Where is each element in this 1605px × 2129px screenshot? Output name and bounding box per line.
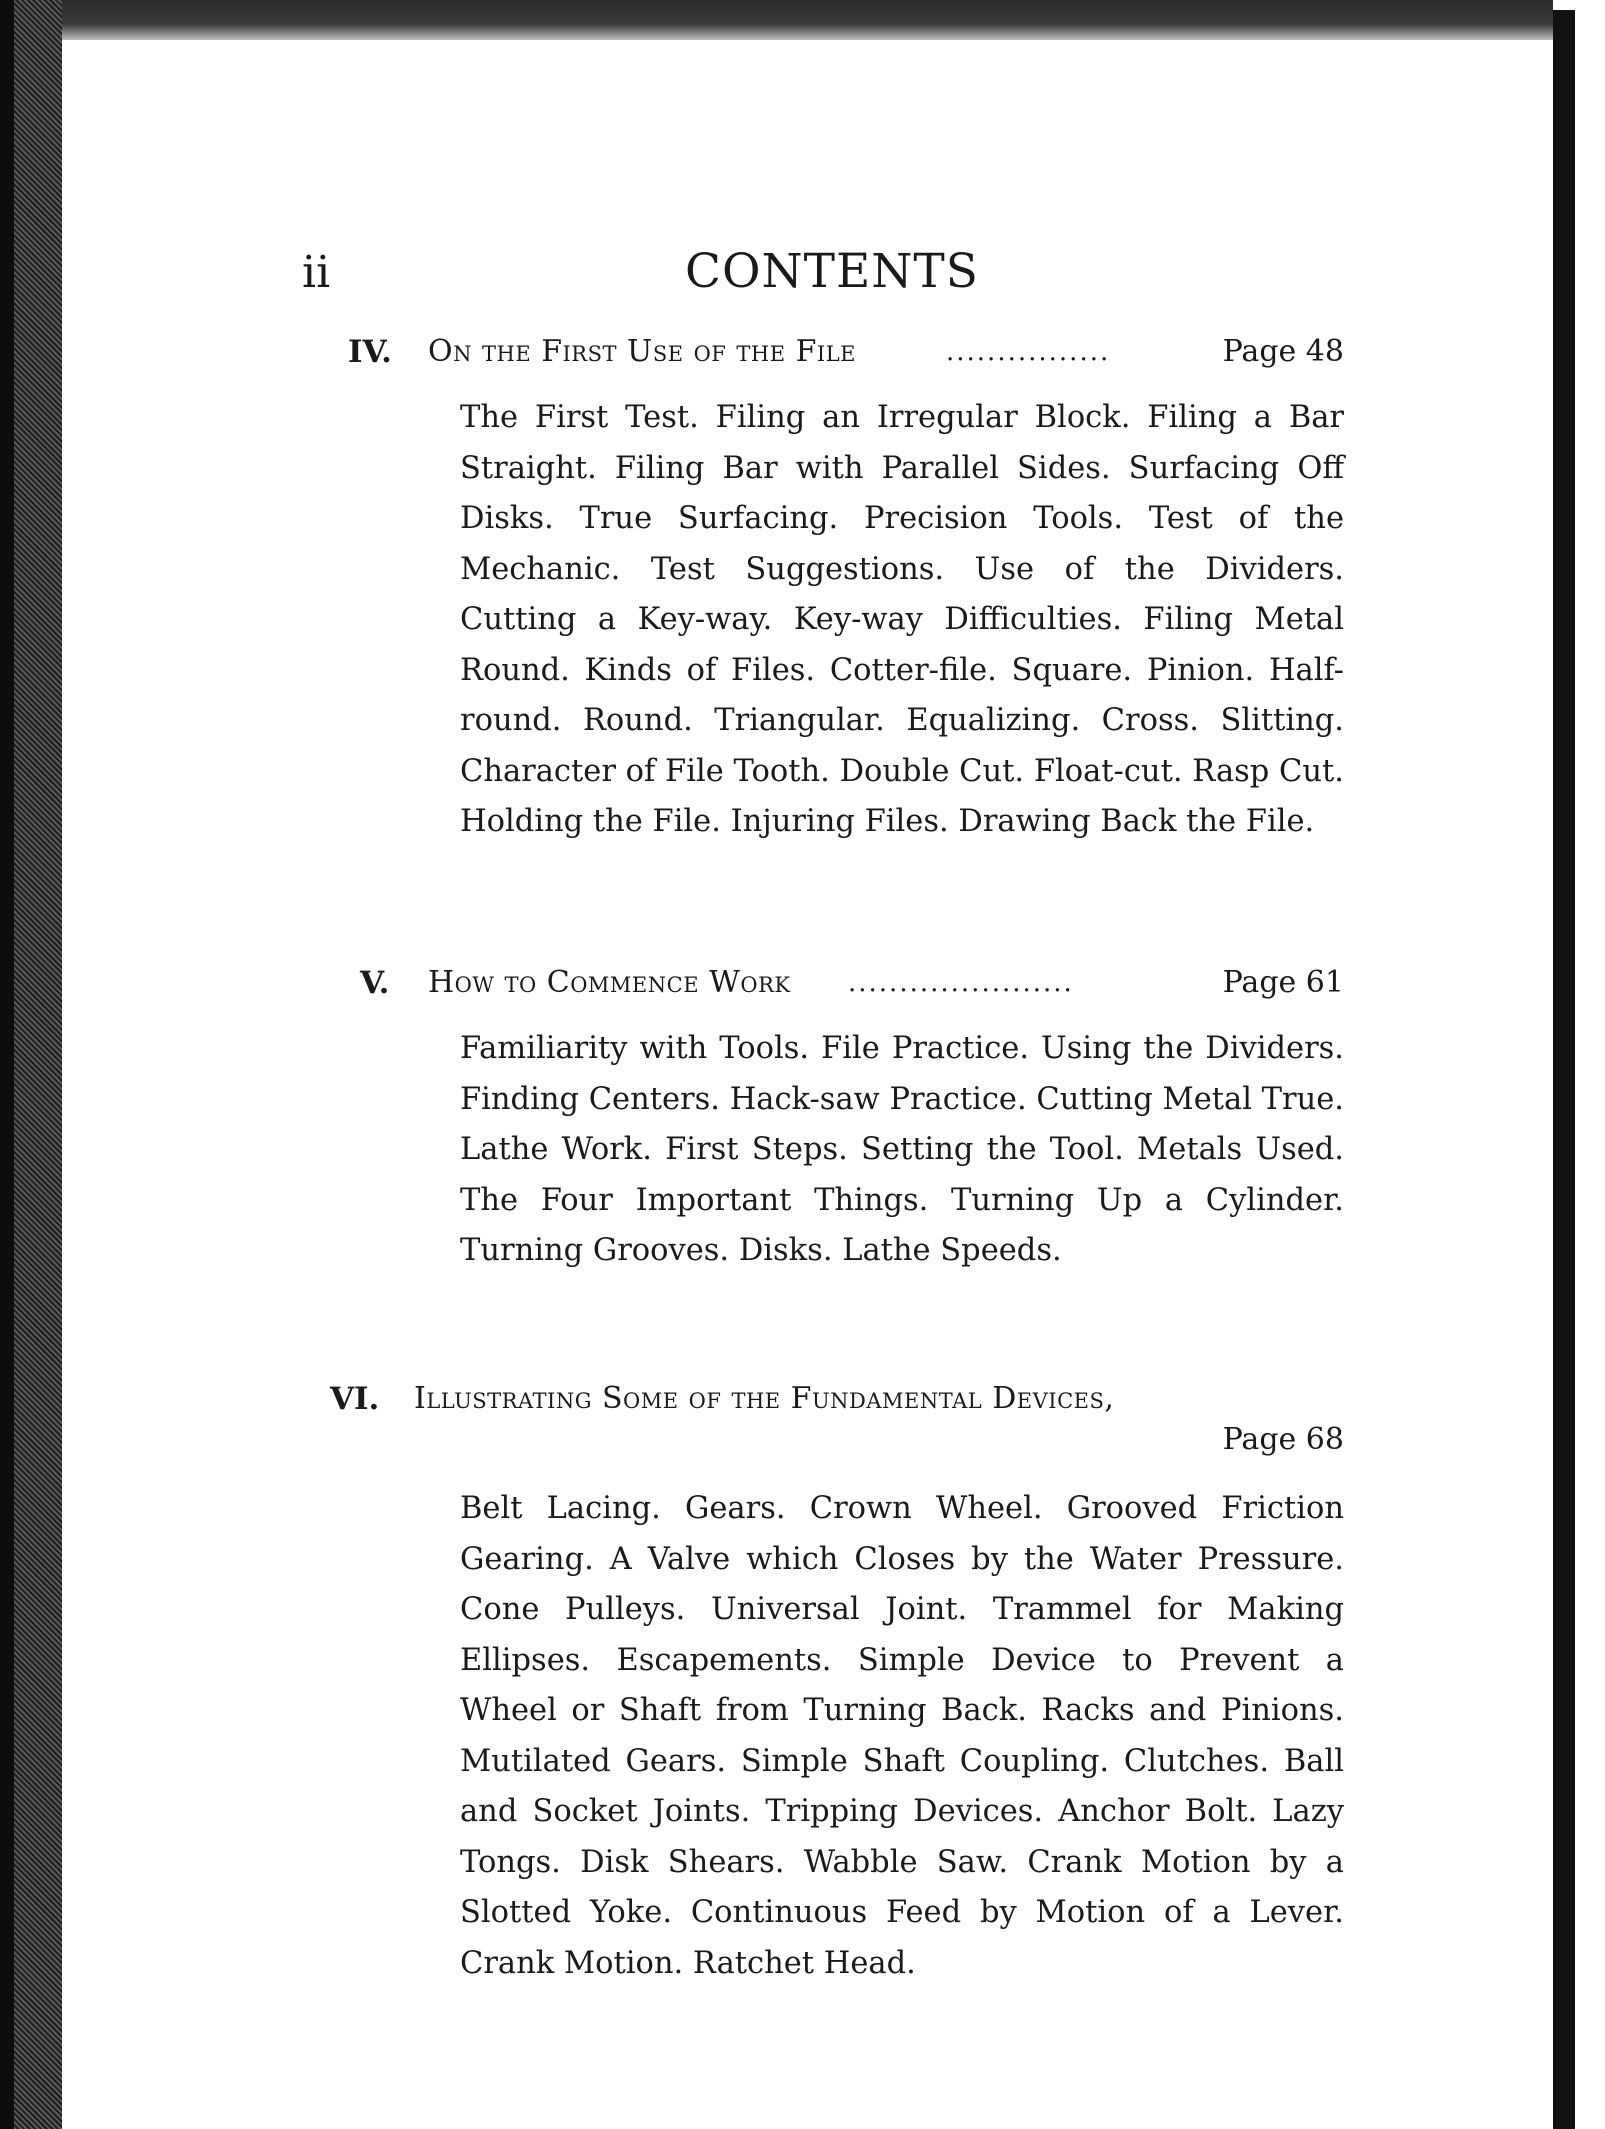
chapter-title: Illustrating Some of the Fundamental Devices,	[414, 1381, 1115, 1416]
chapter-numeral: IV.	[348, 334, 392, 370]
chapter-title: How to Commence Work	[428, 965, 791, 1000]
chapter-description: Belt Lacing. Gears. Crown Wheel. Grooved Friction Gearing. A Valve which Closes by the Water Pressure. Cone Pulleys. Universal Joint. Trammel for Making Ellipses. Escapements. Simple Device to Prevent a Wheel or Shaft from Turning Back. Racks and Pinions. Mutilated Gears. Simple Shaft Coupling. Clutches. Ball and Socket Joints. Tripping Devices. Anchor Bolt. Lazy Tongs. Disk Shears. Wabble Saw. Crank Motion by a Slotted Yoke. Continuous Feed by Motion of a Lever. Crank Motion. Ratchet Head.	[460, 1491, 1344, 1981]
chapter-description: The First Test. Filing an Irregular Block. Filing a Bar Straight. Filing Bar with Parallel Sides. Surfacing Off Disks. True Surfacing. Precision Tools. Test of the Mechanic. Test Suggestions. Use of the Dividers. Cutting a Key-way. Key-way Difficulties. Filing Metal Round. Kinds of Files. Cotter-file. Square. Pinion. Half-round. Round. Triangular. Equalizing. Cross. Slitting. Character of File Tooth. Double Cut. Float-cut. Rasp Cut. Holding the File. Injuring Files. Drawing Back the File.	[460, 400, 1344, 839]
chapter-page-ref: Page 61	[1222, 965, 1344, 1000]
page-number: ii	[302, 247, 331, 298]
dot-leader: ................	[946, 337, 1111, 367]
scan-border-top	[0, 0, 1555, 40]
chapter-page-ref: Page 48	[1222, 334, 1344, 369]
chapter-page-ref: Page 68	[1222, 1422, 1344, 1457]
chapter-numeral: VI.	[330, 1381, 380, 1417]
scan-border-right	[1553, 10, 1575, 2129]
scan-border-left-edge	[0, 0, 14, 2129]
chapter-description: Familiarity with Tools. File Practice. Using the Dividers. Finding Centers. Hack-saw Practice. Cutting Metal True. Lathe Work. First Steps. Setting the Tool. Metals Used. The Four Important Things. Turning Up a Cylinder. Turning Grooves. Disks. Lathe Speeds.	[460, 1031, 1344, 1268]
dot-leader: ......................	[848, 968, 1074, 998]
page-title: CONTENTS	[685, 244, 979, 299]
chapter-title: On the First Use of the File	[428, 334, 856, 369]
chapter-numeral: V.	[360, 965, 390, 1001]
